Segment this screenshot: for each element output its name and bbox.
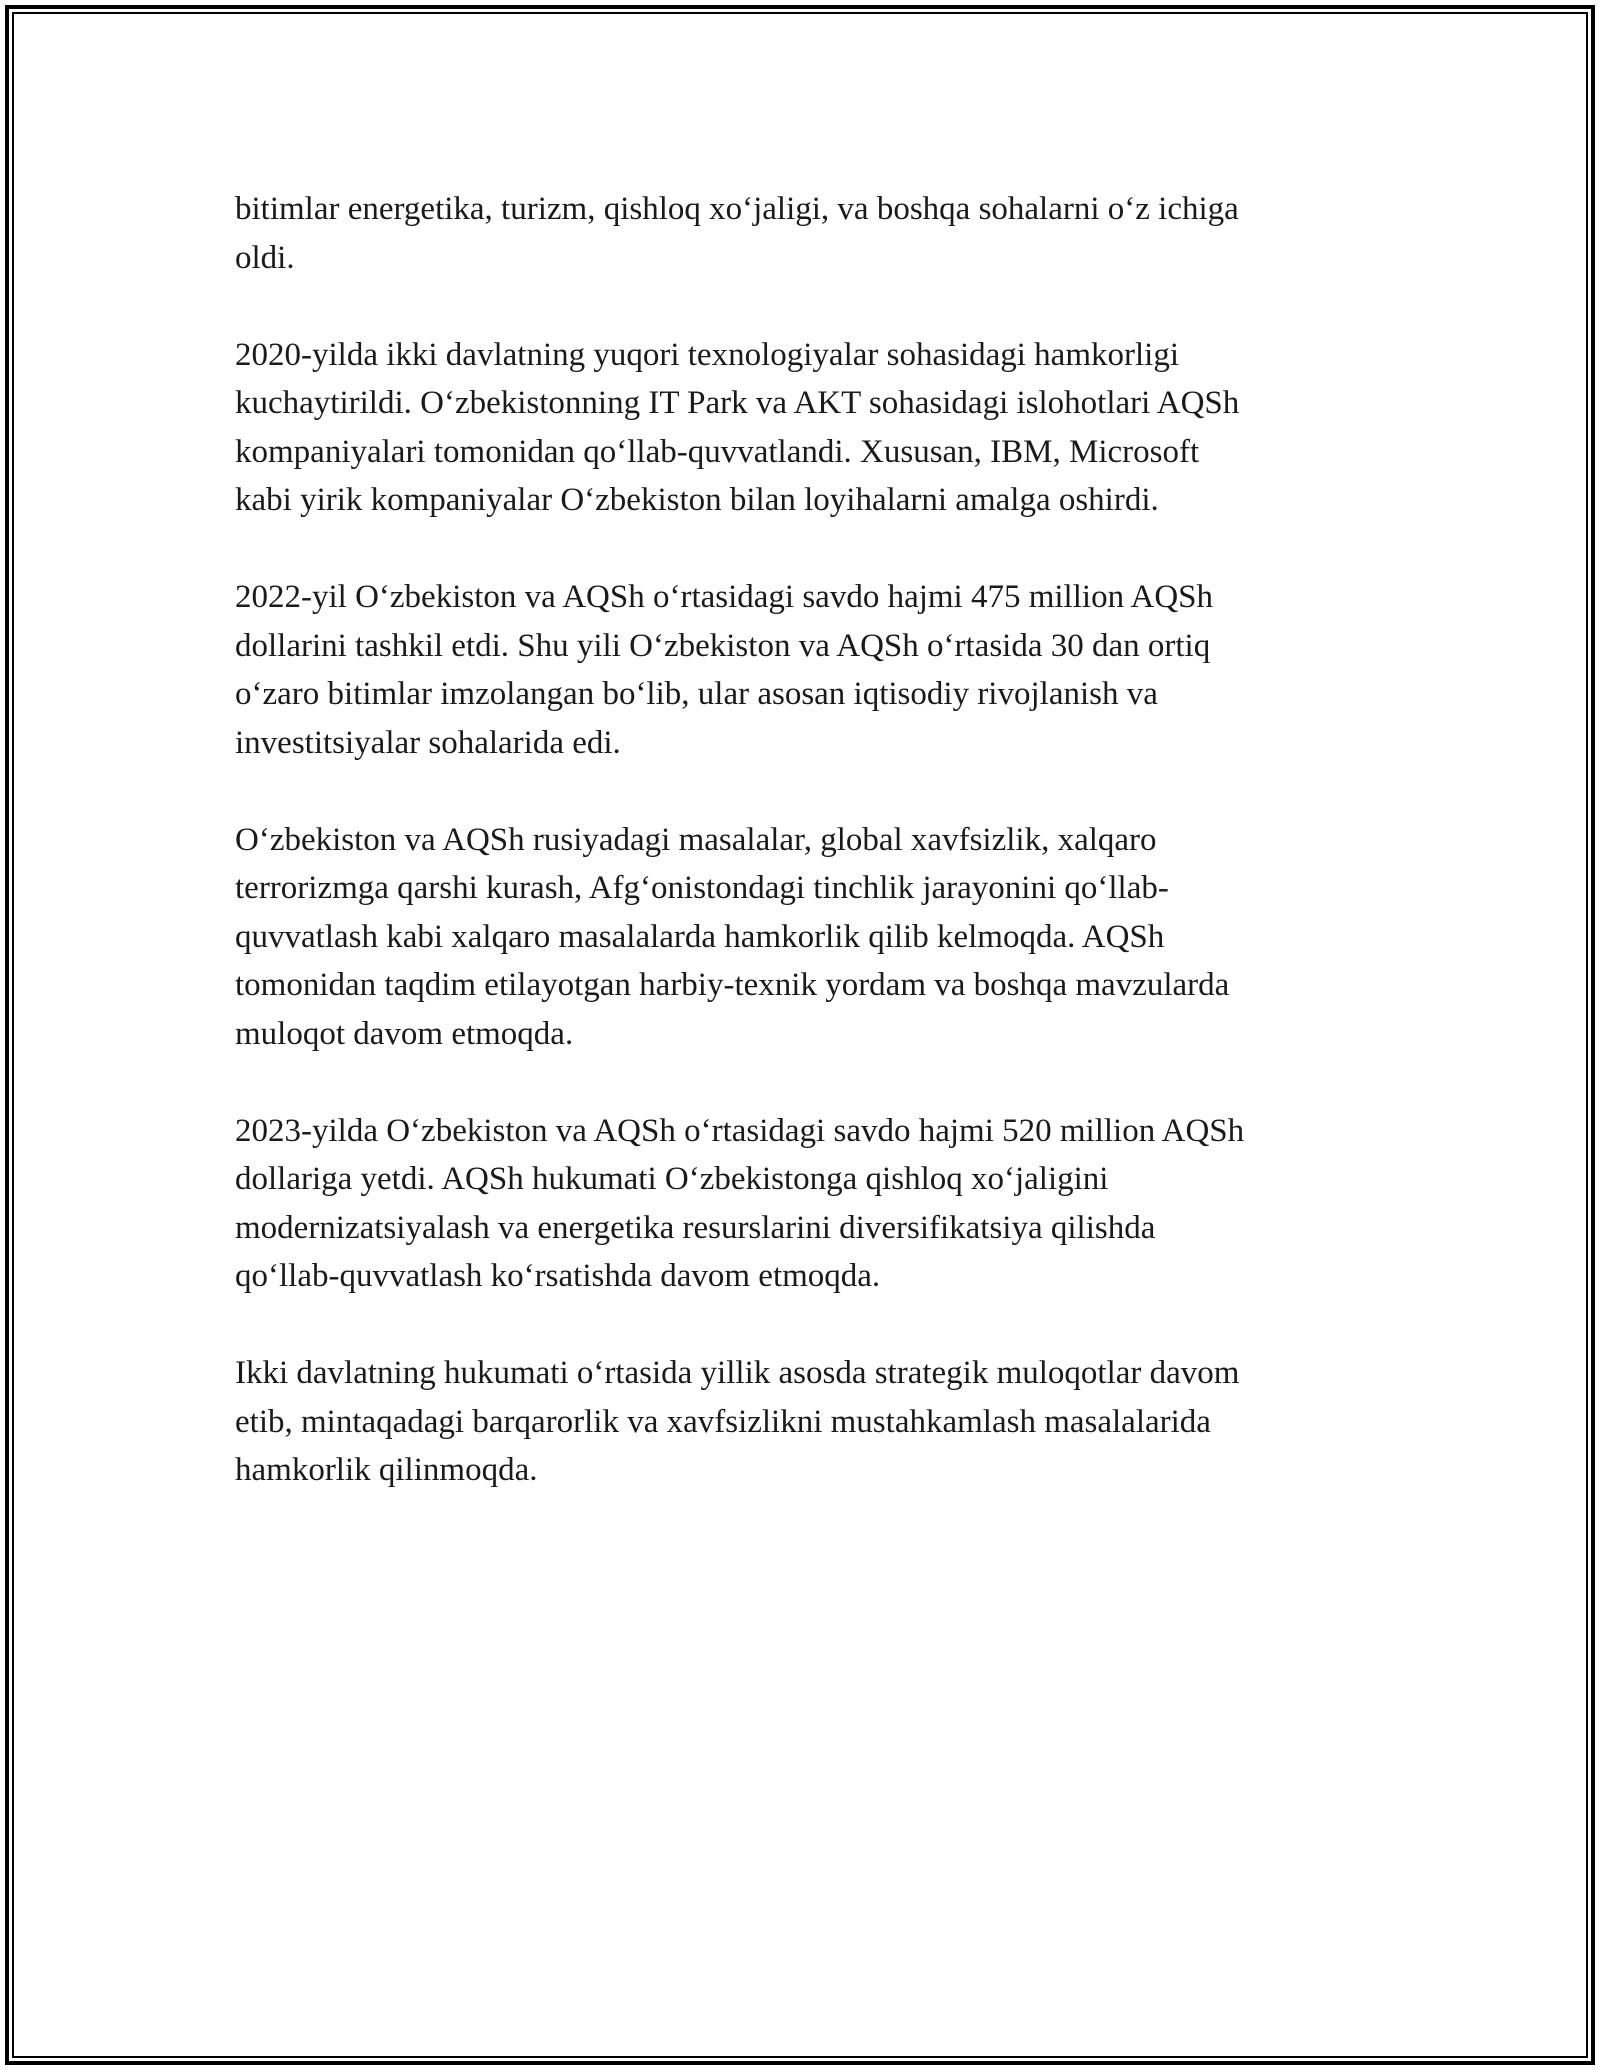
paragraph-trade-agreements: bitimlar energetika, turizm, qishloq xo‘jaligi, va boshqa sohalarni o‘z ichiga oldi. [235,191,1239,276]
document-body [235,185,1385,1543]
paragraph-security-cooperation: O‘zbekiston va AQSh rusiyadagi masalalar, global xavfsizlik, xalqaro terrorizmga qarshi kurash, Afg‘onistondagi tinchlik jarayonini qo‘llab- quvvatlash kabi xalqaro masalalarda hamkorlik qilib kelmoqda. AQSh tomonidan taqdim etilayotgan harbiy-texnik yordam va boshqa mavzularda muloqot davom etmoqda. [235,821,1230,1052]
paragraph-2020-technology: 2020-yilda ikki davlatning yuqori texnologiyalar sohasidagi hamkorligi kuchaytirildi. O‘zbekistonning IT Park va AKT sohasidagi islohotlari AQSh kompaniyalari tomonidan qo‘llab-quvvatlandi. Xususan, IBM, Microsoft kabi yirik kompaniyalar O‘zbekiston bilan loyihalarni amalga oshirdi. [235,336,1240,518]
paragraph-2023-trade: 2023-yilda O‘zbekiston va AQSh o‘rtasidagi savdo hajmi 520 million AQSh dollariga yetdi. AQSh hukumati O‘zbekistonga qishloq xo‘jaligini modernizatsiyalash va energetika resurslarini diversifikatsiya qilishda qo‘llab-quvvatlash ko‘rsatishda davom etmoqda. [235,1112,1245,1294]
paragraph-strategic-dialogue: Ikki davlatning hukumati o‘rtasida yillik asosda strategik muloqotlar davom etib, mintaqadagi barqarorlik va xavfsizlikni mustahkamlash masalalarida hamkorlik qilinmoqda. [235,1355,1240,1488]
paragraph-2022-trade: 2022-yil O‘zbekiston va AQSh o‘rtasidagi savdo hajmi 475 million AQSh dollarini tashkil etdi. Shu yili O‘zbekiston va AQSh o‘rtasida 30 dan ortiq o‘zaro bitimlar imzolangan bo‘lib, ular asosan iqtisodiy rivojlanish va investitsiyalar sohalarida edi. [235,579,1214,761]
